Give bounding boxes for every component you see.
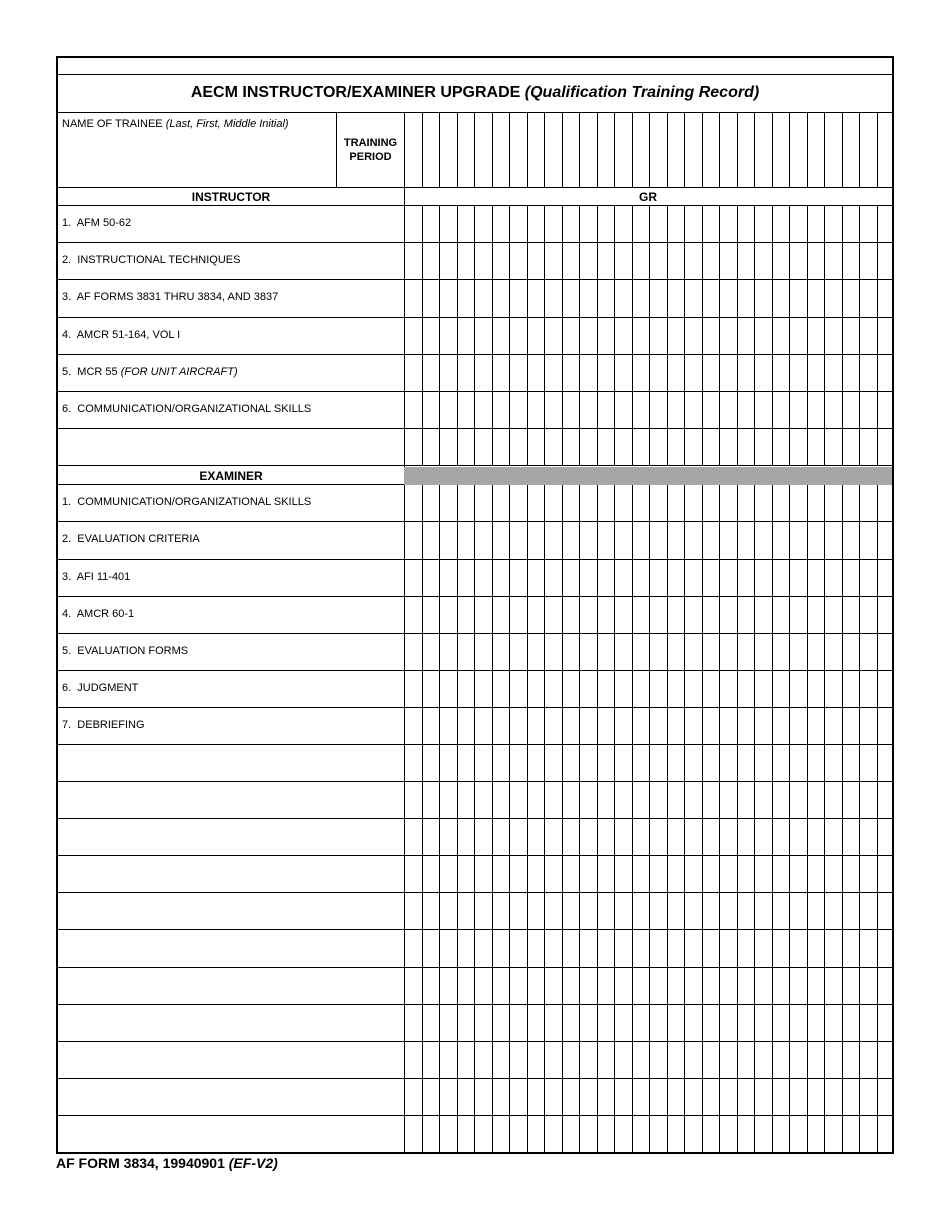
form-title-sub: (Qualification Training Record) (524, 84, 760, 101)
row-divider (58, 74, 892, 75)
training-period-line2: PERIOD (349, 151, 392, 163)
column-divider (702, 112, 703, 187)
column-divider (789, 484, 790, 1152)
examiner-item-text: JUDGMENT (77, 682, 139, 694)
column-divider (439, 205, 440, 465)
instructor-item-number: 1. (62, 217, 77, 229)
instructor-item (62, 291, 402, 303)
column-divider (807, 205, 808, 465)
column-divider (509, 484, 510, 1152)
row-divider (58, 559, 892, 560)
examiner-item (62, 496, 402, 508)
column-divider (474, 205, 475, 465)
examiner-item (62, 682, 402, 694)
column-divider (597, 112, 598, 187)
column-divider (719, 484, 720, 1152)
examiner-item (62, 645, 402, 657)
column-divider (614, 112, 615, 187)
instructor-item (62, 254, 402, 266)
row-divider (58, 521, 892, 522)
column-divider (439, 484, 440, 1152)
form-title (58, 84, 892, 102)
column-divider (562, 484, 563, 1152)
row-divider (58, 428, 892, 429)
row-divider (58, 818, 892, 819)
row-divider (58, 242, 892, 243)
row-divider (58, 1004, 892, 1005)
row-divider (58, 892, 892, 893)
column-divider (667, 484, 668, 1152)
column-divider (737, 484, 738, 1152)
column-divider (422, 112, 423, 187)
instructor-item-note: (FOR UNIT AIRCRAFT) (120, 366, 238, 378)
form-number: AF FORM 3834, 19940901 (56, 1155, 225, 1171)
column-divider (614, 484, 615, 1152)
column-divider (579, 484, 580, 1152)
column-divider (807, 112, 808, 187)
column-divider (614, 205, 615, 465)
examiner-item-text: EVALUATION CRITERIA (77, 533, 200, 545)
form-version: (EF-V2) (228, 1155, 278, 1171)
column-divider (824, 484, 825, 1152)
column-divider (772, 205, 773, 465)
column-divider (684, 112, 685, 187)
column-divider (737, 205, 738, 465)
column-divider (649, 205, 650, 465)
column-divider (336, 112, 337, 187)
column-divider (579, 205, 580, 465)
column-divider (789, 112, 790, 187)
instructor-item (62, 403, 402, 415)
instructor-item-text: AFM 50-62 (76, 217, 132, 229)
row-divider (58, 670, 892, 671)
column-divider (562, 205, 563, 465)
row-divider (58, 391, 892, 392)
row-divider (58, 354, 892, 355)
instructor-item-number: 5. (62, 366, 78, 378)
training-period-line1: TRAINING (343, 137, 398, 149)
gr-label: GR (639, 190, 657, 204)
row-divider (58, 279, 892, 280)
column-divider (597, 484, 598, 1152)
examiner-shaded-bar (404, 467, 892, 485)
column-divider (737, 112, 738, 187)
row-divider (58, 1115, 892, 1116)
column-divider (684, 205, 685, 465)
training-period-label (337, 136, 404, 164)
trainee-name-text: NAME OF TRAINEE (62, 118, 163, 130)
examiner-item-number: 2. (62, 533, 78, 545)
form-footer (56, 1155, 278, 1171)
instructor-item-text: AMCR 51-164, VOL I (76, 329, 181, 341)
column-divider (719, 205, 720, 465)
column-divider (754, 112, 755, 187)
column-divider (509, 112, 510, 187)
column-divider (684, 484, 685, 1152)
column-divider (807, 484, 808, 1152)
examiner-item-text: DEBRIEFING (77, 719, 145, 731)
examiner-item-number: 5. (62, 645, 78, 657)
column-divider (877, 112, 878, 187)
column-divider (474, 484, 475, 1152)
row-divider (58, 707, 892, 708)
examiner-item-text: COMMUNICATION/ORGANIZATIONAL SKILLS (77, 496, 312, 508)
column-divider (544, 205, 545, 465)
column-divider (422, 205, 423, 465)
column-divider (579, 112, 580, 187)
column-divider (632, 112, 633, 187)
column-divider (859, 484, 860, 1152)
examiner-item-number: 6. (62, 682, 78, 694)
column-divider (527, 205, 528, 465)
examiner-item-number: 1. (62, 496, 78, 508)
row-divider (58, 205, 892, 206)
column-divider (439, 112, 440, 187)
training-record-form (56, 56, 894, 1154)
column-divider (474, 112, 475, 187)
column-divider (754, 205, 755, 465)
column-divider (597, 205, 598, 465)
row-divider (58, 112, 892, 113)
instructor-item-number: 2. (62, 254, 78, 266)
column-divider (702, 205, 703, 465)
instructor-item-number: 4. (62, 329, 77, 341)
examiner-item-text: EVALUATION FORMS (77, 645, 189, 657)
instructor-item-number: 6. (62, 403, 78, 415)
examiner-item-text: AFI 11-401 (76, 571, 131, 583)
examiner-item-number: 4. (62, 608, 77, 620)
instructor-heading: INSTRUCTOR (191, 190, 271, 204)
row-divider (58, 187, 892, 188)
column-divider (877, 205, 878, 465)
examiner-heading: EXAMINER (199, 469, 263, 483)
column-divider (772, 484, 773, 1152)
instructor-item-text: COMMUNICATION/ORGANIZATIONAL SKILLS (77, 403, 312, 415)
instructor-item-number: 3. (62, 291, 77, 303)
row-divider (58, 855, 892, 856)
column-divider (527, 484, 528, 1152)
row-divider (58, 929, 892, 930)
examiner-item-number: 7. (62, 719, 78, 731)
column-divider (772, 112, 773, 187)
form-title-main: AECM INSTRUCTOR/EXAMINER UPGRADE (190, 84, 521, 101)
instructor-item-text: INSTRUCTIONAL TECHNIQUES (77, 254, 241, 266)
column-divider (649, 112, 650, 187)
row-divider (58, 633, 892, 634)
column-divider (842, 484, 843, 1152)
row-divider (58, 317, 892, 318)
column-divider (492, 112, 493, 187)
column-divider (842, 205, 843, 465)
column-divider (754, 484, 755, 1152)
examiner-item-number: 3. (62, 571, 77, 583)
examiner-item (62, 533, 402, 545)
examiner-item (62, 571, 402, 583)
column-divider (859, 205, 860, 465)
column-divider (457, 205, 458, 465)
row-divider (58, 967, 892, 968)
column-divider (877, 484, 878, 1152)
examiner-item-text: AMCR 60-1 (76, 608, 135, 620)
column-divider (544, 112, 545, 187)
column-divider (824, 112, 825, 187)
instructor-item (62, 217, 402, 229)
column-divider (492, 205, 493, 465)
trainee-name-label (62, 118, 289, 130)
column-divider (702, 484, 703, 1152)
column-divider (789, 205, 790, 465)
column-divider (527, 112, 528, 187)
column-divider (632, 205, 633, 465)
trainee-name-hint: (Last, First, Middle Initial) (165, 118, 289, 130)
instructor-item (62, 366, 402, 378)
column-divider (404, 112, 405, 1152)
instructor-item-text: AF FORMS 3831 THRU 3834, AND 3837 (76, 291, 279, 303)
column-divider (632, 484, 633, 1152)
row-divider (58, 1152, 892, 1153)
column-divider (667, 112, 668, 187)
column-divider (544, 484, 545, 1152)
column-divider (859, 112, 860, 187)
row-divider (58, 465, 892, 466)
row-divider (58, 1078, 892, 1079)
column-divider (509, 205, 510, 465)
column-divider (457, 112, 458, 187)
column-divider (719, 112, 720, 187)
row-divider (58, 781, 892, 782)
instructor-item (62, 329, 402, 341)
column-divider (842, 112, 843, 187)
column-divider (562, 112, 563, 187)
column-divider (824, 205, 825, 465)
column-divider (667, 205, 668, 465)
column-divider (457, 484, 458, 1152)
examiner-item (62, 719, 402, 731)
column-divider (422, 484, 423, 1152)
instructor-item-text: MCR 55 (77, 366, 118, 378)
row-divider (58, 1041, 892, 1042)
row-divider (58, 596, 892, 597)
row-divider (58, 744, 892, 745)
column-divider (492, 484, 493, 1152)
column-divider (649, 484, 650, 1152)
examiner-item (62, 608, 402, 620)
